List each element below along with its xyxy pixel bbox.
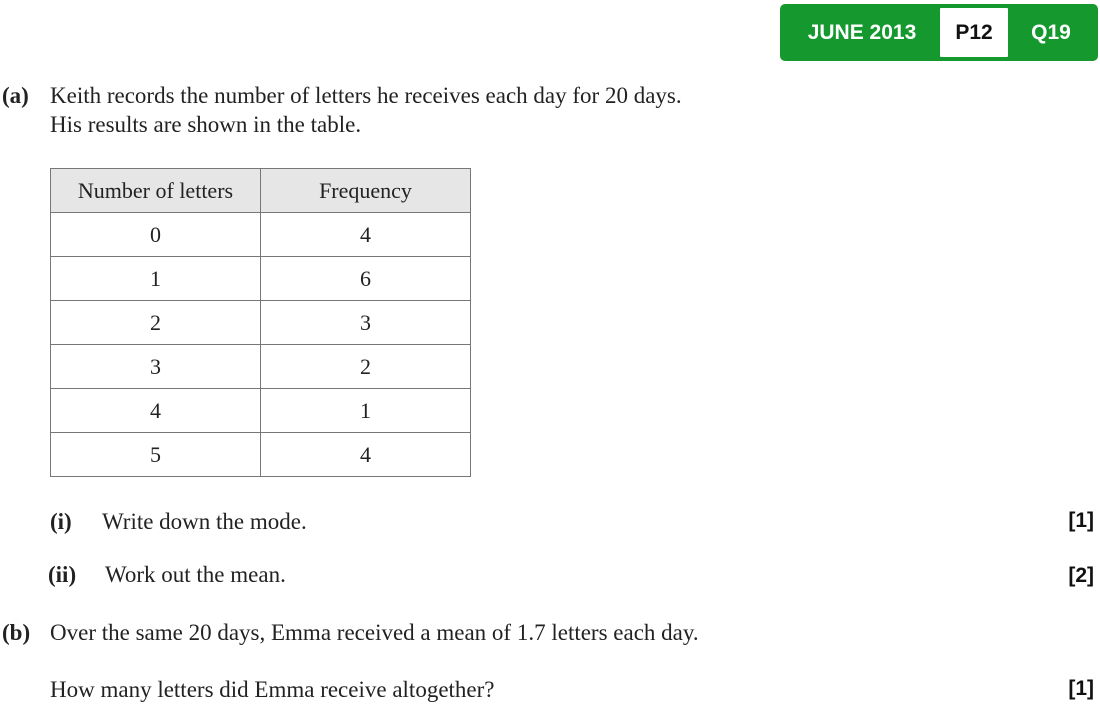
sub-ii-label: (ii) (48, 562, 77, 587)
paper-number: P12 (940, 8, 1008, 57)
cell-letters: 3 (51, 345, 261, 389)
question-number: Q19 (1031, 20, 1071, 44)
part-a-intro (2, 83, 682, 109)
sub-i-text: Write down the mode. (102, 509, 307, 534)
part-a-label: (a) (2, 83, 29, 108)
cell-frequency: 4 (261, 213, 471, 257)
table-row (51, 345, 471, 389)
exam-session: JUNE 2013 (807, 20, 917, 44)
sub-i-label: (i) (50, 509, 72, 534)
cell-letters: 4 (51, 389, 261, 433)
part-b-line1: Over the same 20 days, Emma received a mean of 1.7 letters each day. (50, 620, 699, 645)
cell-frequency: 6 (261, 257, 471, 301)
cell-frequency: 3 (261, 301, 471, 345)
sub-question-ii (48, 562, 286, 588)
marks-sub-i: [1] (1068, 509, 1094, 532)
table-row (51, 213, 471, 257)
marks-part-b: [1] (1068, 677, 1094, 700)
part-b-label: (b) (2, 620, 31, 645)
table-row (51, 433, 471, 477)
column-header-letters: Number of letters (51, 169, 261, 213)
cell-letters: 2 (51, 301, 261, 345)
table-row (51, 257, 471, 301)
frequency-table (50, 168, 471, 477)
cell-letters: 1 (51, 257, 261, 301)
cell-frequency: 4 (261, 433, 471, 477)
part-a-line2: His results are shown in the table. (50, 112, 362, 137)
column-header-frequency: Frequency (261, 169, 471, 213)
cell-letters: 5 (51, 433, 261, 477)
table-row (51, 389, 471, 433)
cell-letters: 0 (51, 213, 261, 257)
cell-frequency: 2 (261, 345, 471, 389)
table-row (51, 301, 471, 345)
sub-ii-text: Work out the mean. (105, 562, 286, 587)
question-reference-badge (780, 4, 1098, 61)
marks-sub-ii: [2] (1068, 564, 1094, 587)
sub-question-i (50, 509, 307, 535)
cell-frequency: 1 (261, 389, 471, 433)
part-a-line1: Keith records the number of letters he receives each day for 20 days. (50, 83, 682, 108)
part-b-line2: How many letters did Emma receive altogether? (50, 677, 495, 702)
part-b-intro (2, 620, 699, 646)
table-header-row (51, 169, 471, 213)
